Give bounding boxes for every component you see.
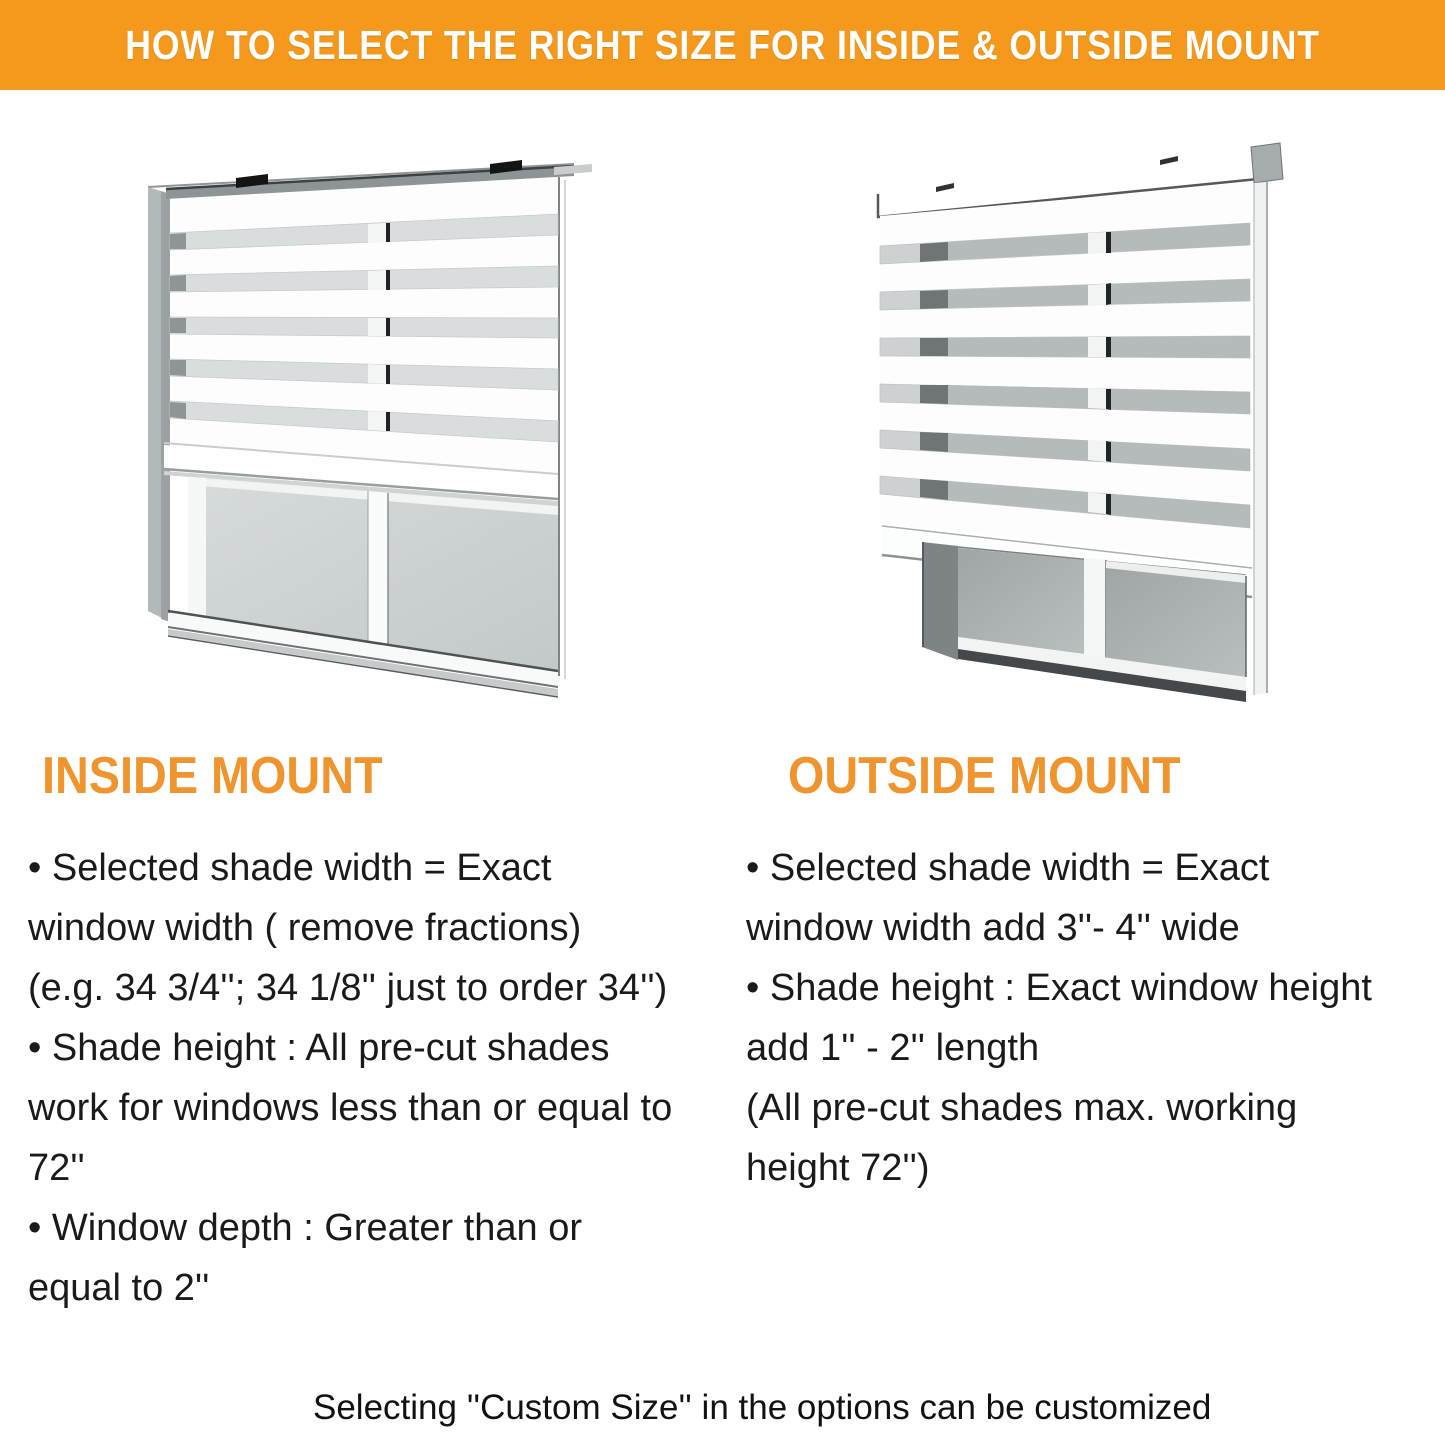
instruction-line: • Selected shade width = Exact	[746, 847, 1270, 889]
instruction-line: • Shade height : Exact window height	[746, 967, 1372, 1009]
inside-mount-window-illustration	[140, 130, 660, 730]
banner-title: HOW TO SELECT THE RIGHT SIZE FOR INSIDE & OUTSIDE MOUNT	[125, 21, 1320, 68]
outside-mount-heading: OUTSIDE MOUNT	[788, 747, 1181, 805]
banner	[0, 0, 1445, 90]
instruction-line: • Shade height : All pre-cut shades	[28, 1027, 610, 1069]
zebra-shade	[164, 177, 558, 506]
instruction-line: add 1'' - 2'' length	[746, 1027, 1040, 1069]
instruction-line: work for windows less than or equal to	[28, 1087, 673, 1129]
instruction-line: (All pre-cut shades max. working	[746, 1087, 1298, 1129]
zebra-shade	[880, 183, 1252, 597]
instruction-line: • Window depth : Greater than or	[28, 1207, 583, 1249]
inside-mount-instructions	[28, 838, 672, 1318]
end-cap-bracket-icon	[1251, 143, 1283, 183]
inside-mount-heading: INSIDE MOUNT	[42, 747, 383, 805]
instruction-line: window width add 3''- 4'' wide	[746, 907, 1240, 949]
wall-screw-marks	[936, 156, 1178, 192]
instruction-line: 72''	[28, 1147, 85, 1189]
instruction-line: height 72'')	[746, 1147, 930, 1189]
instruction-line: (e.g. 34 3/4''; 34 1/8'' just to order 34'')	[28, 967, 668, 1009]
window-glass	[168, 476, 558, 697]
instruction-line: equal to 2''	[28, 1267, 210, 1309]
custom-size-note: Selecting ''Custom Size'' in the options can be customized	[313, 1388, 1212, 1427]
outside-mount-window-illustration	[860, 130, 1380, 730]
outside-mount-instructions	[746, 838, 1372, 1198]
instruction-line: window width ( remove fractions)	[28, 907, 582, 949]
instruction-line: • Selected shade width = Exact	[28, 847, 552, 889]
